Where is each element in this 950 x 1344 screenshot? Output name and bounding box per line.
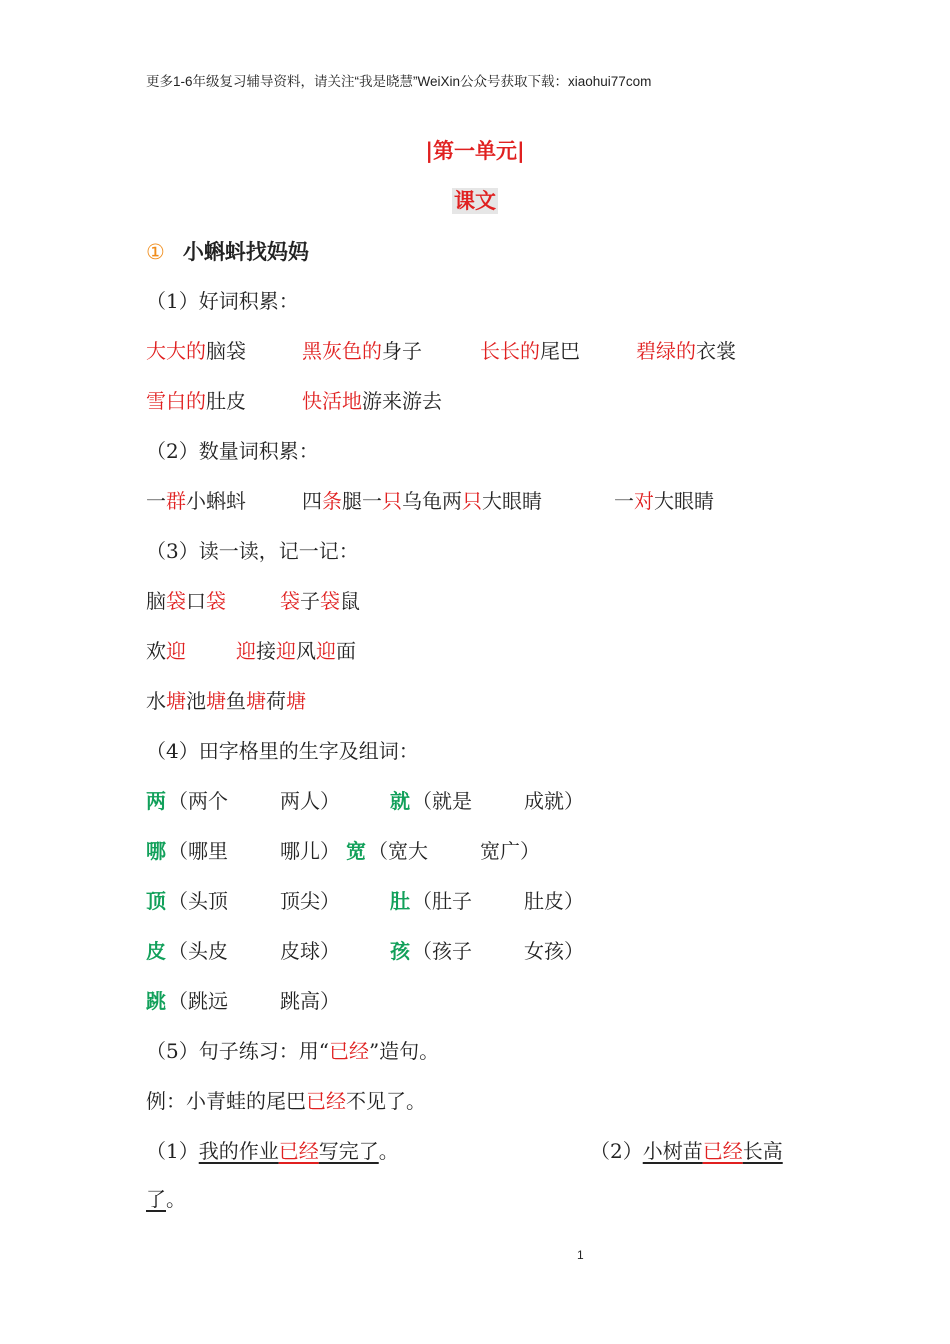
compound-word: 成就）	[524, 789, 584, 813]
answer-text: 了	[146, 1187, 166, 1211]
char-highlight: 迎	[316, 639, 336, 663]
word-group	[146, 686, 306, 716]
q-text: 小蝌蚪	[186, 489, 246, 513]
char: 子	[300, 589, 320, 613]
char-highlight: 袋	[320, 589, 340, 613]
answer-punct: 。	[166, 1187, 186, 1211]
compound-word: 皮球）	[280, 939, 340, 963]
char: 脑	[146, 589, 166, 613]
answer-text: 小树苗	[642, 1139, 703, 1163]
s5-heading-text: （5）句子练习：用“	[146, 1039, 329, 1063]
answer-2-continued	[146, 1184, 186, 1214]
new-char: 孩	[390, 939, 410, 963]
compound-word: 顶尖）	[280, 889, 340, 913]
char: 荷	[266, 689, 286, 713]
new-char: 皮	[146, 939, 166, 963]
compound-word: 跳高）	[280, 989, 340, 1013]
s5-heading-text: ”造句。	[368, 1039, 440, 1063]
char: 水	[146, 689, 166, 713]
phrase-5	[146, 386, 246, 416]
q-measure: 条	[322, 489, 342, 513]
char-highlight: 袋	[280, 589, 300, 613]
lesson-title-text: 小蝌蚪找妈妈	[182, 240, 309, 264]
char: 面	[336, 639, 356, 663]
answer-text: 长高	[742, 1139, 783, 1163]
compound-word: （孩子	[412, 939, 472, 963]
lesson-number: ①	[146, 240, 165, 264]
new-char: 肚	[390, 889, 410, 913]
answer-label: （2）	[590, 1139, 643, 1163]
new-char: 哪	[146, 839, 166, 863]
answer-text: 我的作业	[198, 1139, 279, 1163]
compound-word: （两个	[168, 789, 228, 813]
char-highlight: 袋	[166, 589, 186, 613]
quantity-3	[614, 486, 714, 516]
example-text: 不见了。	[346, 1089, 426, 1113]
answer-text: 写完了	[318, 1139, 379, 1163]
lesson-title	[146, 236, 309, 266]
compound-word: （肚子	[412, 889, 472, 913]
word-group	[280, 586, 360, 616]
compound-word: 宽广）	[480, 839, 540, 863]
phrase-2-mod: 黑灰色的	[302, 339, 382, 363]
char-highlight: 塘	[246, 689, 266, 713]
char-highlight: 塘	[206, 689, 226, 713]
s1-heading: （1）好词积累：	[146, 289, 299, 313]
q-text: 一	[146, 489, 166, 513]
new-char: 就	[390, 789, 410, 813]
phrase-4-mod: 碧绿的	[636, 339, 696, 363]
keyword: 已经	[328, 1039, 369, 1063]
phrase-3-mod: 长长的	[480, 339, 540, 363]
phrase-5-mod: 雪白的	[146, 389, 206, 413]
quantity-1	[146, 486, 246, 516]
page-header: 更多1-6年级复习辅导资料，请关注“我是晓慧”WeiXin公众号获取下载：xiaohui77com	[146, 74, 652, 89]
phrase-1	[146, 336, 246, 366]
q-text: 一	[614, 489, 634, 513]
word-group	[146, 636, 186, 666]
char: 风	[296, 639, 316, 663]
char: 口	[186, 589, 206, 613]
q-measure: 群	[166, 489, 186, 513]
phrase-6-noun: 游来游去	[362, 389, 442, 413]
phrase-4	[636, 336, 736, 366]
q-text: 大眼睛	[654, 489, 714, 513]
q-text: 大眼睛	[482, 489, 542, 513]
unit-title: |第一单元|	[425, 139, 525, 163]
q-measure: 只	[462, 489, 482, 513]
phrase-2	[302, 336, 422, 366]
q-measure: 只	[382, 489, 402, 513]
word-group	[236, 636, 356, 666]
char: 池	[186, 689, 206, 713]
compound-word: （头皮	[168, 939, 228, 963]
char-highlight: 迎	[276, 639, 296, 663]
answer-punct: 。	[378, 1139, 399, 1163]
phrase-1-mod: 大大的	[146, 339, 206, 363]
phrase-4-noun: 衣裳	[696, 339, 736, 363]
keyword: 已经	[278, 1139, 319, 1163]
section-title	[0, 185, 950, 215]
compound-word: 哪儿）	[280, 839, 340, 863]
compound-word: 两人）	[280, 789, 340, 813]
answer-label: （1）	[146, 1139, 199, 1163]
new-char: 跳	[146, 989, 166, 1013]
page-number: 1	[577, 1248, 584, 1262]
keyword: 已经	[306, 1089, 346, 1113]
char: 欢	[146, 639, 166, 663]
answer-1	[146, 1136, 399, 1166]
compound-word: （跳远	[168, 989, 228, 1013]
phrase-2-noun: 身子	[382, 339, 422, 363]
answer-2	[590, 1136, 783, 1166]
char-highlight: 塘	[286, 689, 306, 713]
char-highlight: 塘	[166, 689, 186, 713]
word-group	[146, 586, 226, 616]
s4-heading: （4）田字格里的生字及组词：	[146, 739, 419, 763]
phrase-1-noun: 脑袋	[206, 339, 246, 363]
quantity-2	[302, 486, 542, 516]
s5-heading	[146, 1036, 439, 1066]
example-text: 例：小青蛙的尾巴	[146, 1089, 306, 1113]
char: 鱼	[226, 689, 246, 713]
char: 鼠	[340, 589, 360, 613]
phrase-3	[480, 336, 580, 366]
compound-word: （宽大	[368, 839, 428, 863]
q-text: 乌龟两	[402, 489, 462, 513]
compound-word: 肚皮）	[524, 889, 584, 913]
char-highlight: 迎	[236, 639, 256, 663]
phrase-5-noun: 肚皮	[206, 389, 246, 413]
new-char: 宽	[346, 839, 366, 863]
compound-word: 女孩）	[524, 939, 584, 963]
char: 接	[256, 639, 276, 663]
phrase-6-mod: 快活地	[302, 389, 362, 413]
compound-word: （头顶	[168, 889, 228, 913]
char-highlight: 迎	[166, 639, 186, 663]
char-highlight: 袋	[206, 589, 226, 613]
s3-heading: （3）读一读，记一记：	[146, 539, 359, 563]
example-sentence	[146, 1086, 426, 1116]
compound-word: （就是	[412, 789, 472, 813]
q-text: 四	[302, 489, 322, 513]
keyword: 已经	[702, 1139, 743, 1163]
new-char: 顶	[146, 889, 166, 913]
new-char: 两	[146, 789, 166, 813]
phrase-3-noun: 尾巴	[540, 339, 580, 363]
phrase-6	[302, 386, 442, 416]
q-measure: 对	[634, 489, 654, 513]
section-title-text: 课文	[454, 189, 496, 213]
s2-heading: （2）数量词积累：	[146, 439, 319, 463]
q-text: 腿一	[342, 489, 382, 513]
compound-word: （哪里	[168, 839, 228, 863]
